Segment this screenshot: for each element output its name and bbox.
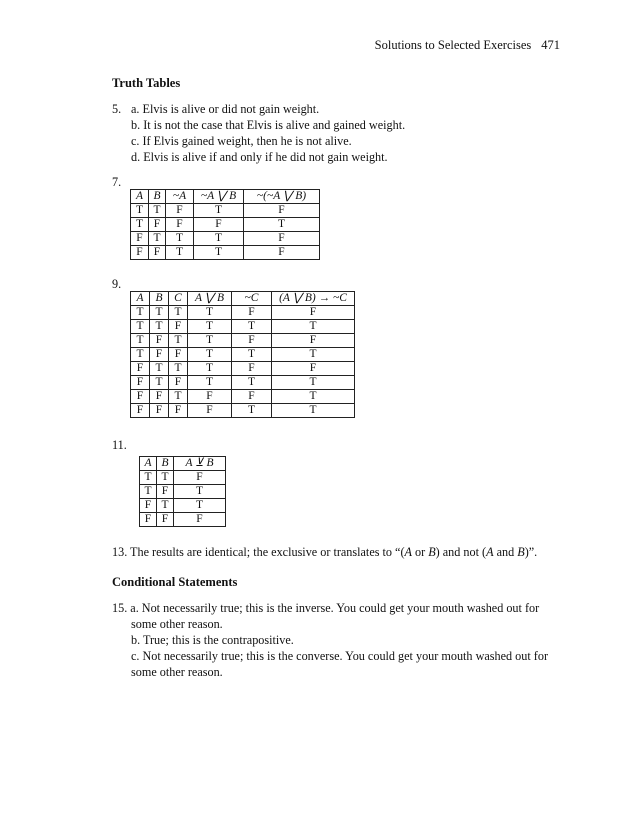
table-cell: T	[194, 246, 244, 260]
table-cell: T	[131, 306, 150, 320]
table-cell: T	[188, 376, 232, 390]
ex13-text	[112, 545, 537, 560]
table-cell: F	[174, 471, 226, 485]
ex5-c: c. If Elvis gained weight, then he is not alive.	[131, 134, 352, 148]
table-cell: T	[150, 376, 169, 390]
table-header-row	[131, 292, 355, 306]
table-cell: T	[194, 204, 244, 218]
column-header: A	[131, 292, 150, 306]
ex13-part: or	[411, 545, 429, 559]
table-row	[131, 334, 355, 348]
table-cell: F	[131, 390, 150, 404]
ex15-a-line2: some other reason.	[131, 617, 223, 631]
table-cell: T	[166, 246, 194, 260]
table-cell: T	[188, 306, 232, 320]
section-heading-conditional-statements: Conditional Statements	[112, 575, 238, 589]
table-cell: T	[232, 376, 272, 390]
ex9-truth-table	[130, 291, 355, 418]
ex15-a-line1: 15. a. Not necessarily true; this is the inverse. You could get your mouth washed out for	[112, 601, 540, 615]
table-cell: T	[188, 334, 232, 348]
table-cell: T	[131, 348, 150, 362]
table-cell: T	[131, 218, 149, 232]
column-header: A	[140, 457, 157, 471]
table-cell: F	[188, 404, 232, 418]
table-row	[131, 218, 320, 232]
table-cell: F	[188, 390, 232, 404]
ex5-a: a. Elvis is alive or did not gain weight.	[131, 102, 320, 116]
table-cell: F	[150, 390, 169, 404]
table-cell: F	[244, 232, 320, 246]
column-header: C	[169, 292, 188, 306]
table-cell: T	[272, 404, 355, 418]
table-cell: F	[169, 348, 188, 362]
table-cell: T	[169, 306, 188, 320]
table-row	[140, 471, 226, 485]
column-header: ~C	[232, 292, 272, 306]
table-cell: T	[169, 362, 188, 376]
ex13-var: A	[486, 545, 494, 559]
column-header: ~(~A ⋁ B)	[244, 190, 320, 204]
table-cell: F	[131, 404, 150, 418]
table-cell: T	[272, 390, 355, 404]
table-cell: F	[244, 246, 320, 260]
table-cell: F	[272, 306, 355, 320]
table-cell: T	[174, 499, 226, 513]
table-cell: F	[272, 362, 355, 376]
table-row	[131, 390, 355, 404]
table-cell: T	[169, 334, 188, 348]
table-cell: T	[166, 232, 194, 246]
running-title: Solutions to Selected Exercises	[374, 38, 532, 52]
column-header: ~A	[166, 190, 194, 204]
table-row	[131, 376, 355, 390]
ex15-c-line2: some other reason.	[131, 665, 223, 679]
table-cell: F	[169, 376, 188, 390]
table-cell: F	[131, 232, 149, 246]
table-cell: F	[232, 306, 272, 320]
column-header: ~A ⋁ B	[194, 190, 244, 204]
table-cell: F	[150, 348, 169, 362]
table-cell: F	[157, 485, 174, 499]
ex15-c-line1: c. Not necessarily true; this is the converse. You could get your mouth washed out for	[131, 649, 549, 663]
table-cell: F	[149, 246, 166, 260]
table-row	[131, 320, 355, 334]
table-cell: F	[169, 404, 188, 418]
table-cell: F	[174, 513, 226, 527]
table-row	[140, 499, 226, 513]
ex9-number: 9.	[112, 277, 122, 291]
table-cell: T	[232, 404, 272, 418]
table-cell: T	[140, 485, 157, 499]
table-cell: T	[188, 348, 232, 362]
table-row	[131, 404, 355, 418]
table-cell: T	[272, 320, 355, 334]
table-row	[131, 204, 320, 218]
section-heading-truth-tables: Truth Tables	[112, 76, 181, 90]
table-cell: T	[188, 362, 232, 376]
table-cell: T	[150, 306, 169, 320]
page-header	[375, 38, 560, 53]
table-row	[131, 362, 355, 376]
table-cell: F	[232, 390, 272, 404]
table-row	[131, 348, 355, 362]
ex11-truth-table	[139, 456, 226, 527]
table-cell: T	[150, 362, 169, 376]
table-cell: F	[232, 362, 272, 376]
table-cell: F	[140, 513, 157, 527]
table-cell: T	[232, 348, 272, 362]
ex13-var: B	[517, 545, 525, 559]
table-cell: F	[194, 218, 244, 232]
ex13-part: ) and not (	[435, 545, 487, 559]
table-cell: F	[131, 362, 150, 376]
ex7-number: 7.	[112, 175, 122, 189]
ex15-b: b. True; this is the contrapositive.	[131, 633, 294, 647]
ex13-part: )”.	[524, 545, 538, 559]
table-row	[140, 513, 226, 527]
table-cell: T	[149, 204, 166, 218]
table-cell: F	[166, 218, 194, 232]
table-cell: T	[232, 320, 272, 334]
ex11-number: 11.	[112, 438, 127, 452]
column-header: A ⊻ B	[174, 457, 226, 471]
ex13-part: and	[493, 545, 518, 559]
table-cell: T	[188, 320, 232, 334]
column-header: B	[157, 457, 174, 471]
table-header-row	[131, 190, 320, 204]
table-cell: F	[131, 376, 150, 390]
table-cell: T	[157, 471, 174, 485]
table-row	[131, 246, 320, 260]
table-cell: F	[150, 334, 169, 348]
table-cell: T	[157, 499, 174, 513]
ex13-var: A	[404, 545, 412, 559]
column-header: B	[150, 292, 169, 306]
table-cell: T	[131, 334, 150, 348]
table-cell: F	[169, 320, 188, 334]
table-cell: T	[131, 320, 150, 334]
table-cell: F	[272, 334, 355, 348]
table-cell: T	[194, 232, 244, 246]
table-cell: F	[157, 513, 174, 527]
ex5-b: b. It is not the case that Elvis is alive and gained weight.	[131, 118, 406, 132]
ex5-number: 5.	[112, 102, 122, 116]
table-cell: T	[174, 485, 226, 499]
table-cell: F	[150, 404, 169, 418]
column-header: (A ⋁ B) → ~C	[272, 292, 355, 306]
table-row	[140, 485, 226, 499]
table-cell: F	[166, 204, 194, 218]
table-cell: T	[150, 320, 169, 334]
table-row	[131, 306, 355, 320]
table-cell: T	[169, 390, 188, 404]
table-header-row	[140, 457, 226, 471]
ex13-part: 13. The results are identical; the exclusive or translates to “(	[112, 545, 405, 559]
ex5-d: d. Elvis is alive if and only if he did not gain weight.	[131, 150, 388, 164]
column-header: A ⋁ B	[188, 292, 232, 306]
table-cell: T	[140, 471, 157, 485]
ex13-var: B	[428, 545, 436, 559]
ex7-truth-table	[130, 189, 320, 260]
table-row	[131, 232, 320, 246]
table-cell: T	[131, 204, 149, 218]
table-cell: F	[244, 204, 320, 218]
column-header: B	[149, 190, 166, 204]
table-cell: F	[149, 218, 166, 232]
table-cell: T	[272, 348, 355, 362]
column-header: A	[131, 190, 149, 204]
table-cell: F	[131, 246, 149, 260]
table-cell: F	[140, 499, 157, 513]
page-number: 471	[541, 38, 560, 52]
table-cell: F	[232, 334, 272, 348]
table-cell: T	[244, 218, 320, 232]
table-cell: T	[149, 232, 166, 246]
table-cell: T	[272, 376, 355, 390]
